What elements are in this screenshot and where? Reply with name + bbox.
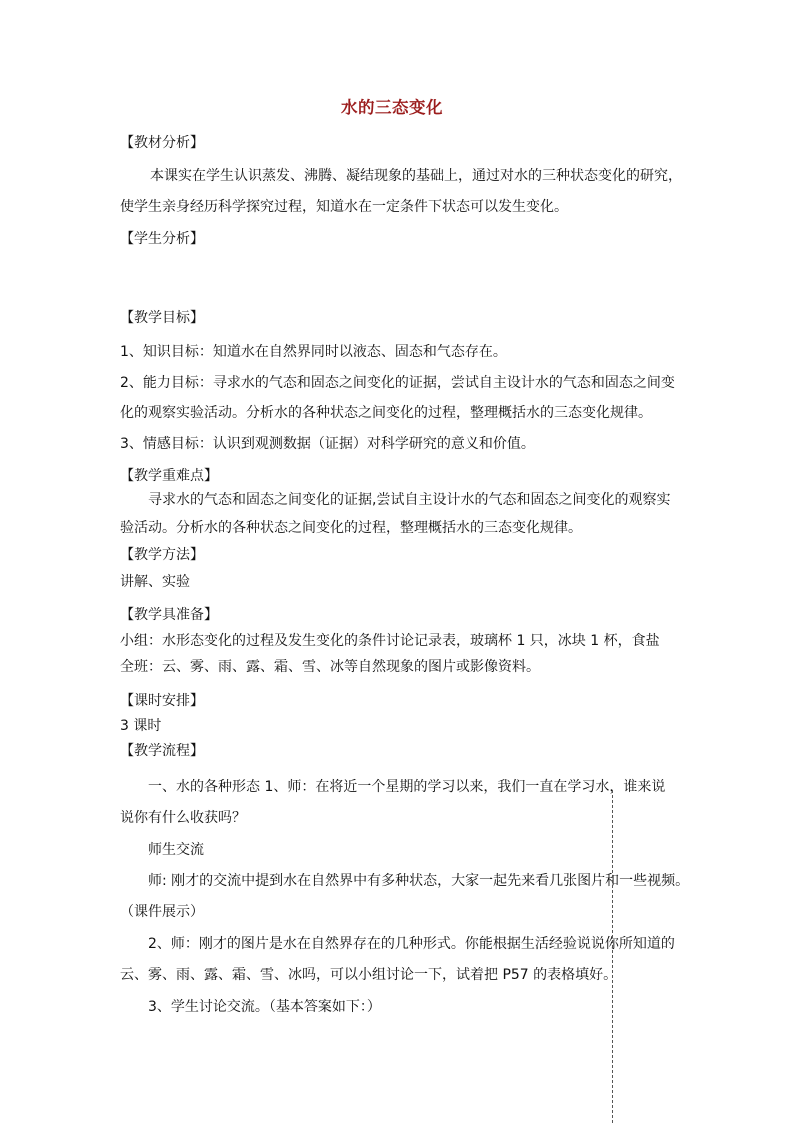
process-line-2: 说你有什么收获吗？ xyxy=(120,810,246,826)
heading-material-analysis: 【教材分析】 xyxy=(120,135,204,151)
heading-teaching-goals: 【教学目标】 xyxy=(120,310,204,326)
process-line-1: 一、水的各种形态 1、师：在将近一个星期的学习以来，我们一直在学习水，谁来说 xyxy=(148,779,666,795)
process-line-7: 云、雾、雨、露、霜、雪、冰吗，可以小组讨论一下，试着把 P57 的表格填好。 xyxy=(120,967,618,983)
heading-key-points: 【教学重难点】 xyxy=(120,468,218,484)
key-points-line-2: 验活动。分析水的各种状态之间变化的过程，整理概括水的三态变化规律。 xyxy=(120,520,582,536)
document-title: 水的三态变化 xyxy=(341,98,443,117)
teaching-goal-knowledge: 1、知识目标：知道水在自然界同时以液态、固态和气态存在。 xyxy=(120,344,507,360)
process-line-3: 师生交流 xyxy=(148,842,204,858)
materials-group-line: 小组：水形态变化的过程及发生变化的条件讨论记录表，玻璃杯 1 只，冰块 1 杯，食盐 xyxy=(120,633,660,649)
margin-dashed-line xyxy=(612,790,613,1123)
process-line-4: 师: 刚才的交流中提到水在自然界中有多种状态，大家一起先来看几张图片和一些视频。 xyxy=(148,873,690,889)
teaching-goal-ability-2: 化的观察实验活动。分析水的各种状态之间变化的过程，整理概括水的三态变化规律。 xyxy=(120,405,652,421)
teaching-goal-ability-1: 2、能力目标：寻求水的气态和固态之间变化的证据，尝试自主设计水的气态和固态之间变 xyxy=(120,375,675,391)
process-line-6: 2、师：刚才的图片是水在自然界存在的几种形式。你能根据生活经验说说你所知道的 xyxy=(148,936,675,952)
teaching-goal-emotion: 3、情感目标：认识到观测数据（证据）对科学研究的意义和价值。 xyxy=(120,436,535,452)
materials-class-line: 全班：云、雾、雨、露、霜、雪、冰等自然现象的图片或影像资料。 xyxy=(120,659,540,675)
material-analysis-line-1: 本课实在学生认识蒸发、沸腾、凝结现象的基础上，通过对水的三种状态变化的研究， xyxy=(150,168,682,184)
key-points-line-1: 寻求水的气态和固态之间变化的证据,尝试自主设计水的气态和固态之间变化的观察实 xyxy=(148,492,671,508)
heading-methods: 【教学方法】 xyxy=(120,547,204,563)
schedule-line-1: 3 课时 xyxy=(120,718,162,734)
process-line-8: 3、学生讨论交流。（基本答案如下：） xyxy=(148,999,381,1015)
heading-student-analysis: 【学生分析】 xyxy=(120,231,204,247)
heading-schedule: 【课时安排】 xyxy=(120,693,204,709)
heading-materials: 【教学具准备】 xyxy=(120,607,218,623)
methods-line-1: 讲解、实验 xyxy=(120,574,190,590)
process-line-5: （课件展示） xyxy=(120,904,204,920)
material-analysis-line-2: 使学生亲身经历科学探究过程，知道水在一定条件下状态可以发生变化。 xyxy=(120,199,568,215)
heading-process: 【教学流程】 xyxy=(120,743,204,759)
